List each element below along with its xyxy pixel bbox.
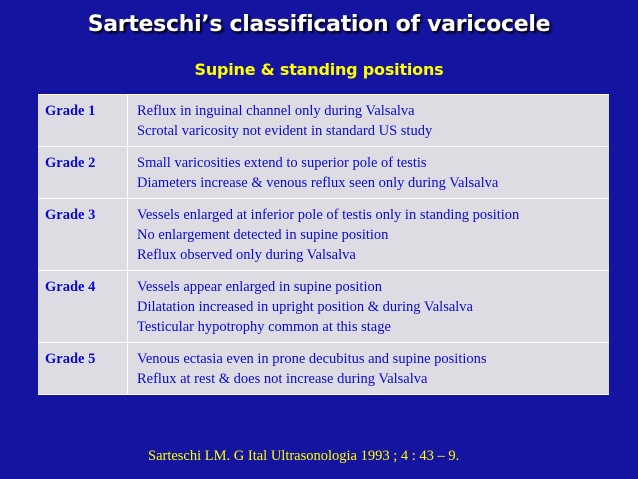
slide-title: Sarteschi’s classification of varicocele	[87, 12, 551, 37]
grade-label: Grade 4	[38, 271, 128, 343]
description-line: Reflux in inguinal channel only during Valsalva	[137, 103, 415, 119]
grade-description	[128, 199, 610, 271]
description-line: Testicular hypotrophy common at this stage	[137, 319, 391, 335]
description-line: Reflux observed only during Valsalva	[137, 247, 356, 263]
table-row	[38, 147, 609, 199]
table-row	[38, 199, 609, 271]
citation-footnote: Sarteschi LM. G Ital Ultrasonologia 1993 ; 4 : 43 – 9.	[148, 448, 460, 464]
slide-subtitle: Supine & standing positions	[194, 60, 444, 79]
grade-label: Grade 1	[38, 95, 128, 147]
description-line: No enlargement detected in supine position	[137, 227, 389, 243]
grade-label: Grade 3	[38, 199, 128, 271]
description-line: Scrotal varicosity not evident in standard US study	[137, 123, 433, 139]
description-line: Vessels appear enlarged in supine position	[137, 279, 382, 295]
description-line: Dilatation increased in upright position & during Valsalva	[137, 299, 473, 315]
grade-description	[128, 95, 610, 147]
classification-table	[38, 94, 609, 395]
grade-description	[128, 271, 610, 343]
table-row	[38, 343, 609, 395]
description-line: Vessels enlarged at inferior pole of testis only in standing position	[137, 207, 520, 223]
grade-description	[128, 147, 610, 199]
description-line: Reflux at rest & does not increase during Valsalva	[137, 371, 428, 387]
description-line: Small varicosities extend to superior pole of testis	[137, 155, 427, 171]
description-line: Venous ectasia even in prone decubitus and supine positions	[137, 351, 487, 367]
grade-label: Grade 5	[38, 343, 128, 395]
table-row	[38, 271, 609, 343]
grade-label: Grade 2	[38, 147, 128, 199]
grade-description	[128, 343, 610, 395]
description-line: Diameters increase & venous reflux seen only during Valsalva	[137, 175, 499, 191]
table-row	[38, 95, 609, 147]
